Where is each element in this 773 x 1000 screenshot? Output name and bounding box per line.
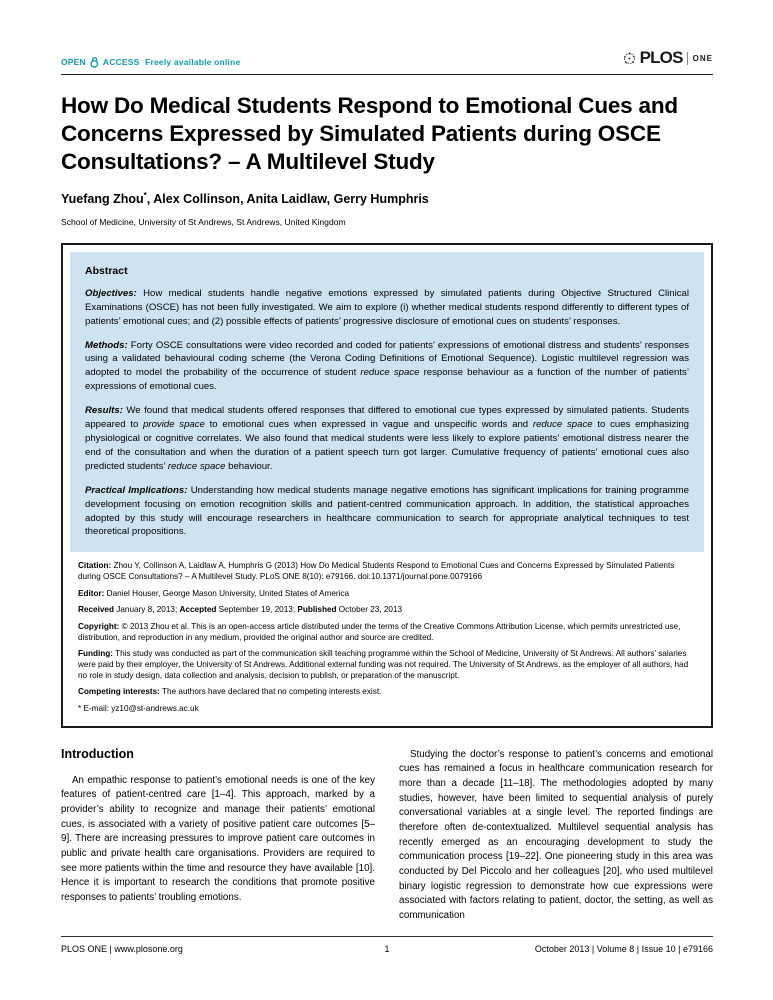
copyright-text: © 2013 Zhou et al. This is an open-access article distributed under the terms of the Creative Commons Attribution License, which permits unrestricted use, distribution, and reproduction in any medium, provided the original author and source are credited.	[78, 621, 681, 642]
abstract-heading: Abstract	[85, 264, 128, 277]
article-notes	[70, 552, 704, 718]
implications-label: Practical Implications:	[85, 484, 188, 496]
copyright-label: Copyright:	[78, 621, 120, 631]
open-access-banner	[61, 56, 240, 68]
right-column	[399, 747, 713, 924]
open-access-access-label: ACCESS	[102, 57, 140, 67]
funding-line	[78, 649, 696, 681]
results-text-4: behaviour.	[225, 460, 273, 472]
methods-label: Methods:	[85, 339, 128, 351]
open-access-tagline: Freely available online	[142, 57, 241, 67]
published-date: October 23, 2013	[336, 605, 403, 615]
results-text-3: to cues emphasizing physiological or cognitive correlates. We also found that medical students were less likely to explore patients’ emotional distress nearer the end of the consultation and when the duration of a patient speech turn got larger. Cumulative frequency of patients’ emotional cues also predicted students’	[85, 419, 690, 472]
footer-issue-info: October 2013 | Volume 8 | Issue 10 | e79166	[534, 944, 713, 954]
affiliation: School of Medicine, University of St Andrews, St Andrews, United Kingdom	[61, 216, 346, 227]
citation-text: Zhou Y, Collinson A, Laidlaw A, Humphris G (2013) How Do Medical Students Respond to Emotional Cues and Concerns Expressed by Simulated Patients during OSCE Consultations? – A Multilevel Study. PLoS ONE 8(10): e79166. doi:10.1371/journal.pone.0079166	[78, 561, 675, 581]
footer-page-number: 1	[384, 944, 390, 954]
implications-text: Understanding how medical students manage negative emotions has significant implications for training programme development focusing on emotion recognition skills and patient-centred communication approach. In addition, the statistical approaches adopted by this study will encourage researchers in healthcare communication to search for appropriate analytical techniques to test theoretical propositions.	[85, 484, 689, 538]
citation-label: Citation:	[78, 561, 112, 571]
left-column	[61, 747, 375, 924]
abstract-and-notes-box	[61, 243, 713, 728]
author-list	[61, 191, 713, 206]
abstract-objectives	[85, 287, 689, 329]
citation-line	[78, 561, 696, 582]
dates-line	[78, 605, 696, 616]
abstract-methods	[85, 339, 689, 395]
article-title: How Do Medical Students Respond to Emotional Cues and Concerns Expressed by Simulated Patients during OSCE Consultations? – A Multilevel Study	[61, 93, 678, 174]
introduction-paragraph-2: Studying the doctor’s response to patient’s concerns and emotional cues has remained a focus in healthcare communication research for more than a decade [11–18]. The methodologies adopted by many studies, however, have been limited to sequential analysis of purely conversational variables at a single level. The reported findings are therefore often de-contextualized. Multilevel sequential analysis has recently emerged as an encouraging development to study the communication process [19–22]. One pioneering study in this area was conducted by Del Piccolo and her colleagues [20], who used multilevel binary logistic regression to demonstrate how cue expressions were associated with factors relating to patient, doctor, the setting, as well as communication	[399, 748, 713, 922]
journal-edition-label: ONE	[692, 53, 713, 63]
results-label: Results:	[85, 405, 123, 417]
corresponding-author-marker: *	[143, 190, 147, 200]
header-rule	[61, 74, 713, 75]
author-first: Yuefang Zhou	[61, 191, 144, 206]
published-label: Published	[297, 605, 337, 615]
results-italic-3: reduce space	[167, 460, 226, 472]
methods-italic-1: reduce space	[360, 367, 420, 379]
authors-rest: , Alex Collinson, Anita Laidlaw, Gerry Humphris	[146, 191, 429, 206]
results-italic-1: provide space	[143, 419, 205, 431]
editor-text: Daniel Houser, George Mason University, United States of America	[104, 588, 350, 598]
received-label: Received	[78, 605, 114, 615]
competing-interests-line	[78, 687, 696, 698]
introduction-columns	[61, 747, 713, 924]
plos-sphere-icon	[622, 51, 637, 66]
open-access-open-label: OPEN	[61, 57, 86, 67]
accepted-date: September 19, 2013;	[216, 605, 298, 615]
funding-text: This study was conducted as part of the communication skill teaching programme within the School of Medicine, University of St Andrews. All authors’ salaries were paid by their employer, the University of St Andrews. Additional external funding was not required. The University of St Andrews, as the employer of all authors, had no role in study design, data collection and analysis, decision to publish, or preparation of the manuscript.	[78, 649, 689, 680]
objectives-label: Objectives:	[85, 287, 137, 299]
received-date: January 8, 2013;	[113, 605, 180, 615]
page-footer	[61, 936, 713, 954]
methods-text-2: response behaviour as a function of the number of patients’ expressions of emotional cues.	[85, 367, 689, 393]
abstract-box	[70, 252, 704, 553]
abstract-implications	[85, 484, 689, 540]
logo-divider	[687, 52, 688, 65]
email-line: * E-mail: yz10@st-andrews.ac.uk	[78, 703, 199, 713]
plos-wordmark: PLOS	[639, 48, 683, 67]
abstract-results	[85, 404, 689, 474]
results-italic-2: reduce space	[532, 419, 593, 431]
introduction-paragraph-1: An empathic response to patient’s emotional needs is one of the key features of patient-centred care [1–4]. This approach, marked by a provider’s ability to recognize and manage their patients’ emotional cues, is associated with a variety of positive patient care outcomes [5–9]. There are increasing pressures to improve patient care outcomes in public and private health care organisations. Providers are required to see more patients within the time and resource they have available [10]. Hence it is important to research the conditions that promote positive responses to patients’ troubling emotions.	[61, 774, 375, 904]
objectives-text: How medical students handle negative emotions expressed by simulated patients during Objective Structured Clinical Examinations (OSCE) has not been fully investigated. We aim to explore (i) whether medical students respond differently to different types of patients’ emotional cues; and (2) possible effects of patients’ progressive disclosure of emotional cues on students’ responses.	[85, 287, 689, 327]
plos-one-logo	[622, 48, 713, 68]
methods-text-1: Forty OSCE consultations were video recorded and coded for patients’ expressions of emotional distress and students’ responses using a validated behavioural coding scheme (the Verona Coding Definitions of Emotional Sequence). Logistic multilevel regression was adopted to model the probability of the occurrence of student	[85, 339, 689, 379]
editor-line	[78, 589, 696, 600]
page-header	[61, 48, 713, 68]
results-text-1: We found that medical students offered responses that differed to emotional cue types expressed by simulated patients. Students appeared to	[85, 405, 689, 431]
editor-label: Editor:	[78, 588, 105, 598]
competing-label: Competing interests:	[78, 687, 160, 697]
copyright-line	[78, 622, 696, 643]
competing-text: The authors have declared that no competing interests exist.	[159, 687, 382, 697]
introduction-heading: Introduction	[61, 746, 134, 761]
funding-label: Funding:	[78, 649, 114, 659]
footer-journal-url: PLOS ONE | www.plosone.org	[61, 944, 183, 954]
open-access-lock-icon	[89, 56, 100, 68]
results-text-2: to emotional cues when expressed in vague and unspecific words and	[204, 419, 533, 431]
accepted-label: Accepted	[179, 605, 217, 615]
